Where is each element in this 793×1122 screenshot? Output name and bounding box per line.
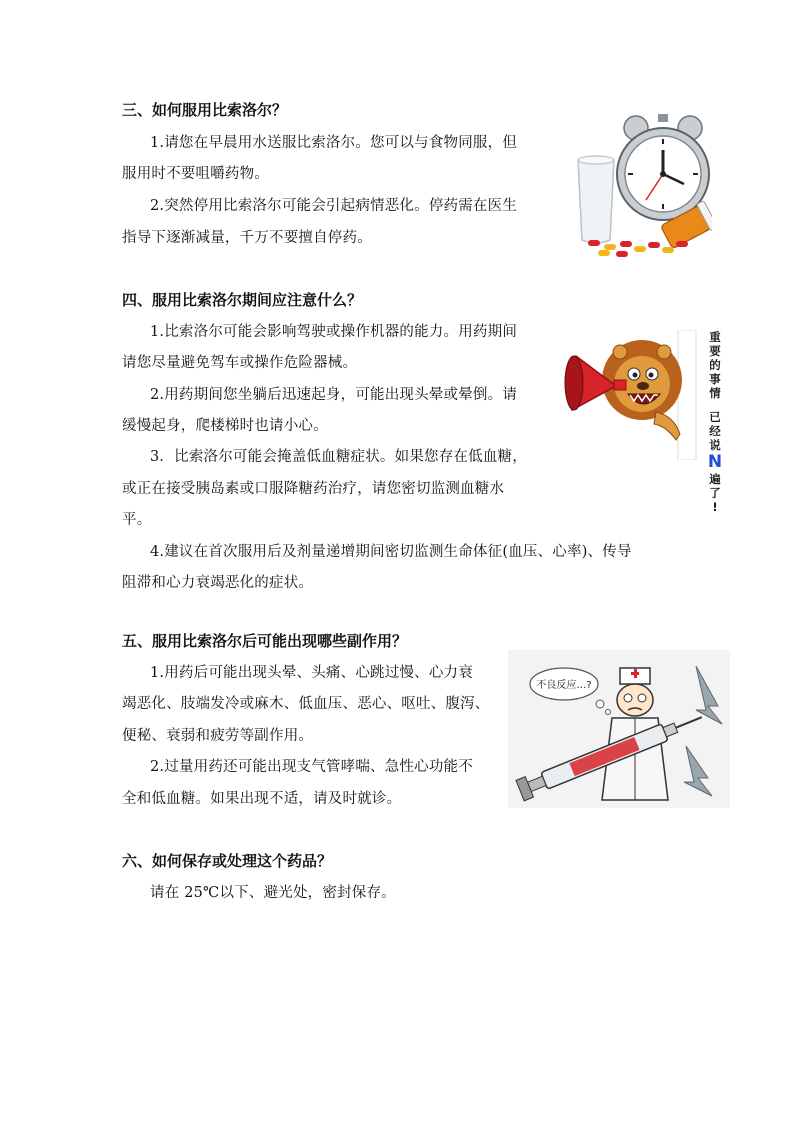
section-5-line-4: 2.过量用药还可能出现支气管哮喘、急性心功能不 (150, 759, 473, 775)
section-3-heading: 三、如何服用比索洛尔？ (122, 101, 288, 119)
sign-char: 重 (709, 330, 721, 344)
section-3-line-2: 服用时不要咀嚼药物。 (122, 166, 269, 182)
section-4-line-5: 3．比索洛尔可能会掩盖低血糖症状。如果您存在低血糖， (150, 449, 527, 465)
section-5-line-3: 便秘、衰弱和疲劳等副作用。 (122, 728, 314, 744)
sign-char: 的 (709, 358, 721, 372)
sign-char: 经 (709, 424, 721, 438)
sign-char: 事 (709, 372, 721, 386)
section-4-heading: 四、服用比索洛尔期间应注意什么？ (122, 291, 363, 309)
section-4-line-3: 2.用药期间您坐躺后迅速起身，可能出现头晕或晕倒。请 (150, 387, 518, 403)
section-5-line-1: 1.用药后可能出现头晕、头痛、心跳过慢、心力衰 (150, 665, 473, 681)
lion-megaphone-image (558, 330, 698, 460)
section-5-heading: 五、服用比索洛尔后可能出现哪些副作用？ (122, 632, 408, 650)
section-6-line-1: 请在 25℃以下、避光处，密封保存。 (150, 885, 396, 901)
section-4-line-2: 请您尽量避免驾车或操作危险器械。 (122, 355, 358, 371)
sign-char: 情 (709, 386, 721, 400)
section-4-line-9: 阻滞和心力衰竭恶化的症状。 (122, 575, 314, 591)
section-3-line-3: 2.突然停用比索洛尔可能会引起病情恶化。停药需在医生 (150, 198, 518, 214)
section-4-line-7: 平。 (122, 512, 152, 528)
section-4-line-6: 或正在接受胰岛素或口服降糖药治疗，请您密切监测血糖水 (122, 481, 505, 497)
sign-char: 了 (709, 486, 721, 500)
important-sign-text (704, 330, 726, 514)
sign-char-n: N (707, 452, 723, 472)
sign-char: 要 (709, 344, 721, 358)
sign-char: ! (712, 500, 718, 514)
section-4-line-1: 1.比索洛尔可能会影响驾驶或操作机器的能力。用药期间 (150, 324, 518, 340)
section-3-line-4: 指导下逐渐减量，千万不要擅自停药。 (122, 230, 372, 246)
doctor-syringe-image (508, 650, 730, 808)
sign-char: 说 (709, 438, 721, 452)
section-3-line-1: 1.请您在早晨用水送服比索洛尔。您可以与食物同服，但 (150, 135, 518, 151)
section-4-line-4: 缓慢起身，爬楼梯时也请小心。 (122, 418, 328, 434)
sign-char: 已 (709, 410, 721, 424)
section-4-line-8: 4.建议在首次服用后及剂量递增期间密切监测生命体征(血压、心率)、传导 (150, 544, 632, 560)
sign-char: 遍 (709, 472, 721, 486)
bubble-text: 不良反应…? (536, 680, 592, 691)
alarm-clock-pills-image (572, 108, 712, 258)
section-6-heading: 六、如何保存或处理这个药品？ (122, 852, 333, 870)
section-5-line-5: 全和低血糖。如果出现不适，请及时就诊。 (122, 791, 402, 807)
section-5-line-2: 竭恶化、肢端发冷或麻木、低血压、恶心、呕吐、腹泻、 (122, 696, 490, 712)
